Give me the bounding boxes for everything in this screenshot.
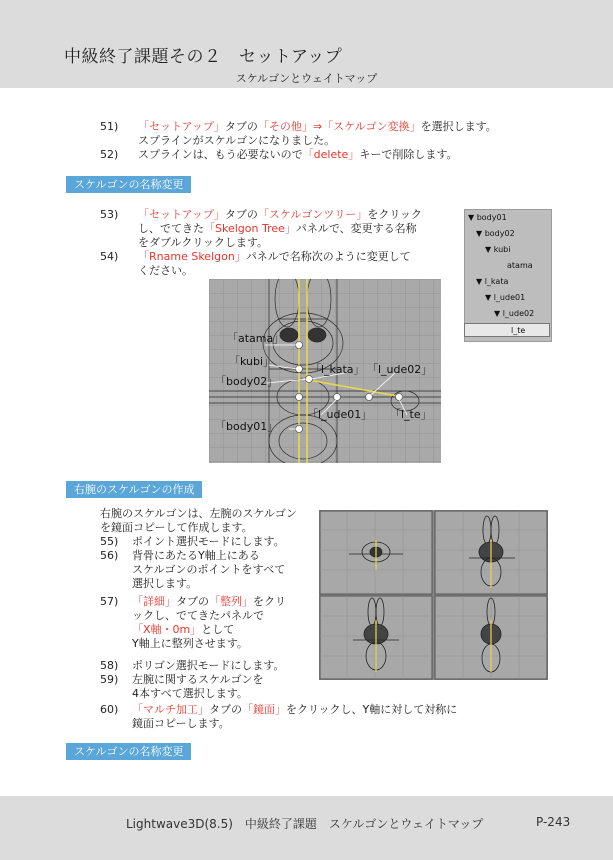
highlight: 「詳細」 [132,595,176,608]
tree-item[interactable] [476,275,508,289]
label-kubi: 「kubi」 [229,355,275,368]
step-60 [100,703,457,717]
section-heading-rename: スケルゴンの名称変更 [66,176,191,193]
intro-text: 右腕のスケルゴンは、左腕のスケルゴン [100,507,297,520]
step-number: 57) [100,595,119,608]
step-58 [100,659,284,673]
quad-viewport-image [319,510,548,680]
text: スプラインは、もう必要ないので [138,148,303,161]
step-57 [100,595,286,609]
tree-item[interactable] [476,227,515,241]
tree-item-label: l_ude01 [493,293,526,302]
step-54-cont: ください。 [138,264,193,277]
tree-item-label: atama [507,261,533,270]
expand-triangle-icon: ▼ [485,293,492,302]
text: 背骨にあたるY軸上にある [132,549,260,562]
footer-text: Lightwave3D(8.5) 中級終了課題 スケルゴンとウェイトマップ [126,817,484,831]
text: 左腕に関するスケルゴンを [132,673,264,686]
page-number: P-243 [536,815,571,829]
highlight: 「Rname Skelgon」 [138,250,246,263]
highlight: 「その他」⇒「スケルゴン変換」 [257,120,421,133]
label-l-kata: 「l_kata」 [310,363,365,376]
skelgon-tree-panel [464,209,552,342]
label-body02: 「body02」 [215,375,279,388]
label-atama: 「atama」 [227,332,285,345]
highlight: 「delete」 [302,148,360,161]
highlight: 「鏡面」 [242,703,286,716]
step-56 [100,549,260,563]
text: タブの [209,703,242,716]
tree-item[interactable] [494,307,534,321]
step-number: 56) [100,549,119,562]
tree-item-label: kubi [493,245,511,254]
highlight: 「整列」 [209,595,253,608]
step-51 [100,120,497,134]
text: をクリックし、Y軸に対して対称に [286,703,458,716]
tree-item-label: l_kata [484,277,509,286]
step-60-cont: 鏡面コピーします。 [132,717,230,730]
page-header [0,0,613,88]
text: ポリゴン選択モードにします。 [132,659,285,672]
tree-item[interactable] [485,243,510,257]
step-number: 60) [100,703,119,716]
text: タブの [224,120,258,133]
step-59 [100,673,263,687]
text: をクリ [253,595,286,608]
highlight: 「Skelgon Tree」 [204,222,296,235]
step-55 [100,535,285,549]
expand-triangle-icon: ▼ [476,277,483,286]
step-51-cont: スプラインがスケルゴンになりました。 [138,134,336,147]
step-number: 58) [100,659,119,672]
tree-item-label: body02 [484,229,515,238]
text: し、でてきた [138,222,204,235]
step-56-cont2: 選択します。 [132,577,198,590]
skeleton-wireframe-image [209,279,441,463]
step-59-cont: 4本すべて選択します。 [132,687,248,700]
text: パネルで名称次のように変更して [245,250,411,263]
step-57-cont: ックし、でてきたパネルで [132,609,264,622]
label-body01: 「body01」 [215,420,279,433]
step-52 [100,148,457,162]
page-footer [0,796,613,860]
intro-text: を鏡面コピーして作成します。 [100,521,253,534]
section-heading-rename-2: スケルゴンの名称変更 [66,743,191,760]
text: パネルで、変更する名称 [295,222,417,235]
step-number: 51) [100,120,119,133]
section-heading-right-arm: 右腕のスケルゴンの作成 [66,481,202,498]
label-l-te: 「l_te」 [390,408,432,421]
step-53 [100,208,422,222]
expand-triangle-icon: ▼ [494,309,501,318]
text: キーで削除します。 [359,148,458,161]
text: ポイント選択モードにします。 [132,535,285,548]
step-57-cont3: Y軸上に整列させます。 [132,637,248,650]
tree-item-label: l_ude02 [502,309,535,318]
highlight: 「スケルゴンツリー」 [257,208,368,221]
label-l-ude01: 「l_ude01」 [307,408,373,421]
step-53-cont [138,222,417,236]
step-number: 55) [100,535,119,548]
page-subtitle: スケルゴンとウェイトマップ [235,72,378,85]
step-54 [100,250,411,264]
tree-item[interactable] [468,211,507,225]
expand-triangle-icon: ▼ [468,213,475,222]
tree-item-label: body01 [476,213,507,222]
highlight: 「セットアップ」 [138,208,225,221]
label-l-ude02: 「l_ude02」 [367,363,433,376]
page-title: 中級終了課題その２ セットアップ [64,47,343,67]
text: を選択します。 [420,120,497,133]
tree-item[interactable] [507,259,533,273]
step-53-cont2: をダブルクリックします。 [138,236,269,249]
step-number: 53) [100,208,119,221]
step-57-cont2 [132,623,234,637]
tree-item[interactable] [485,291,525,305]
highlight: 「マルチ加工」 [132,703,209,716]
highlight: 「X軸・0m」 [132,623,202,636]
expand-triangle-icon: ▼ [485,245,492,254]
tree-item-selected[interactable] [464,323,550,337]
highlight: 「セットアップ」 [138,120,225,133]
text: タブの [224,208,258,221]
text: として [201,623,235,636]
text: をクリック [367,208,422,221]
step-number: 59) [100,673,119,686]
step-number: 52) [100,148,119,161]
viewport-svg [319,510,548,680]
tree-item-label: l_te [511,326,526,335]
step-number: 54) [100,250,119,263]
expand-triangle-icon: ▼ [476,229,483,238]
step-56-cont: スケルゴンのポイントをすべて [132,563,286,576]
text: タブの [176,595,209,608]
